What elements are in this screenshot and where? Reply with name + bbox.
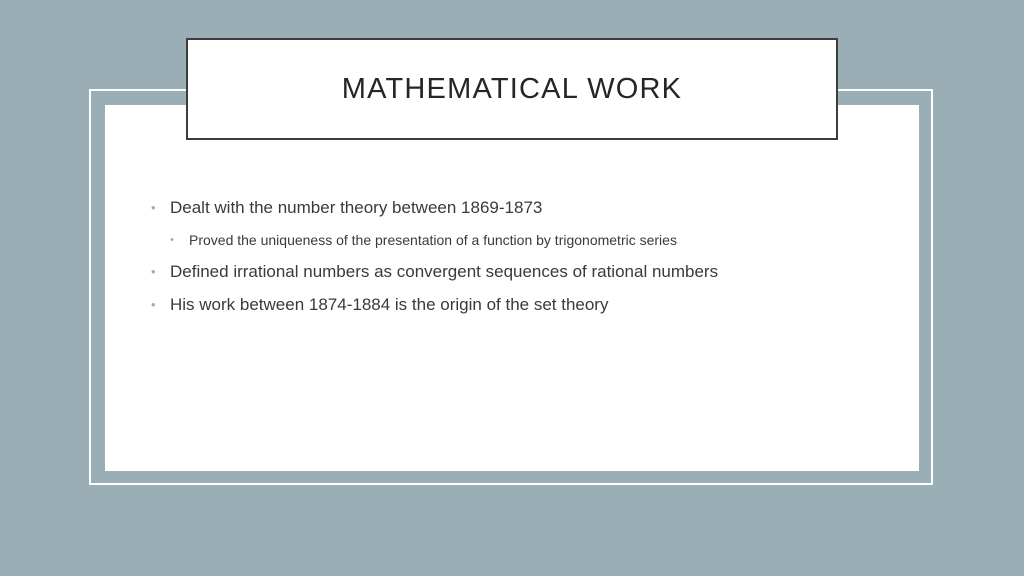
bullet-text: Proved the uniqueness of the presentation of a function by trigonometric series — [189, 232, 677, 248]
bullet-list — [150, 196, 890, 317]
bullet-icon: • — [151, 264, 156, 279]
title-box — [186, 38, 838, 140]
bullet-item — [150, 196, 890, 220]
sub-bullet-item — [150, 230, 890, 250]
bullet-text: Dealt with the number theory between 1869-1873 — [170, 198, 543, 217]
bullet-text: Defined irrational numbers as convergent sequences of rational numbers — [170, 262, 719, 281]
bullet-icon: • — [151, 200, 156, 215]
bullet-icon: • — [151, 297, 156, 312]
bullet-item — [150, 293, 890, 317]
slide-title: MATHEMATICAL WORK — [341, 72, 683, 105]
bullet-icon: • — [170, 234, 174, 246]
bullet-text: His work between 1874-1884 is the origin of the set theory — [170, 295, 609, 314]
bullet-item — [150, 260, 890, 284]
